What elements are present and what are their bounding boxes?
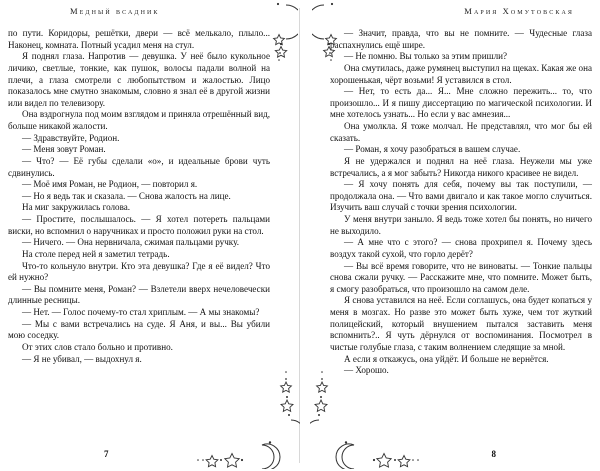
paragraph: А если я откажусь, она уйдёт. И больше не вернётся. bbox=[344, 353, 549, 364]
paragraph: — Нет, то есть да... Я... Мне сложно пережить... то, что произошло... И я пишу диссертацию по магической психологии. И мне хотелось узнать... Но если у вас амнезия... bbox=[330, 86, 592, 120]
paragraph: Я поднял глаза. Напротив — девушка. У неё было кукольное личико, светлые, тонкие, как пушок, волосы падали волной на плечи, а глаза смотрели с любопытством и жалостью. Лицо показалось мне смутно знакомым, словно я знал её в другой жизни или видел по телевизору. bbox=[8, 51, 270, 108]
running-head-left: Медный всадник bbox=[70, 6, 160, 16]
paragraph: Я снова уставился на неё. Если соглашусь, она будет копаться у меня в мозгах. Но разве это может быть хуже, чем тот жуткий полицейский, который внушением пытался заставить меня вспомнить?.. Я чуть дёрнулся от воспоминания. Посмотрел в чистые голубые глаза, с таким волнением следящие за мной. bbox=[330, 295, 592, 352]
page-gutter-divider bbox=[299, 8, 300, 463]
paragraph: Что-то кольнуло внутри. Кто эта девушка? Где я её видел? Что ей нужно? bbox=[8, 260, 270, 283]
paragraph: На миг закружилась голова. bbox=[22, 202, 131, 213]
paragraph: От этих слов стало больно и противно. bbox=[22, 341, 173, 352]
paragraph: — Роман, я хочу разобраться в вашем случае. bbox=[344, 144, 521, 155]
body-text-right bbox=[330, 28, 592, 377]
paragraph: Я не удержался и поднял на неё глаза. Неужели мы уже встречались, а я мог забыть? Никогда никого красивее не видел. bbox=[330, 155, 592, 178]
paragraph: по пути. Коридоры, решётки, двери — всё мелькало, плыло... Наконец, комната. Потный усадил меня на стул. bbox=[8, 28, 270, 50]
paragraph: — Не помню. Вы только за этим пришли? bbox=[344, 51, 508, 62]
paragraph: — Ничего. — Она нервничала, сжимая пальцами ручку. bbox=[22, 237, 239, 248]
body-text-left bbox=[8, 28, 270, 365]
paragraph: — Я не убивал, — выдохнул я. bbox=[22, 353, 142, 364]
paragraph: Она смутилась, даже румянец выступил на щеках. Какая же она хорошенькая, чёрт возьми! Я уставился в стол. bbox=[330, 62, 592, 85]
paragraph: — Значит, правда, что вы не помните. — Чудесные глаза распахнулись ещё шире. bbox=[330, 28, 592, 50]
paragraph: — Вы помните меня, Роман? — Взлетели вверх нечеловечески длинные ресницы. bbox=[8, 283, 270, 306]
paragraph: — Нет. — Голос почему-то стал хриплым. — А мы знакомы? bbox=[22, 307, 260, 317]
paragraph: Она умолкла. Я тоже молчал. Не представлял, что мог бы ей сказать. bbox=[330, 121, 592, 143]
page-right bbox=[300, 0, 600, 471]
paragraph: — Вы всё время говорите, что не виноваты. — Тонкие пальцы снова сжали ручку. — Расскажите мне, что помните. Может быть, я смогу разобраться, что произошло на самом деле. bbox=[330, 260, 592, 294]
paragraph: — Что? — Её губы сделали «о», и идеальные брови чуть сдвинулись. bbox=[8, 155, 270, 178]
running-head-right: Мария Хомутовская bbox=[464, 6, 574, 16]
paragraph: У меня внутри заныло. Я ведь тоже хотел бы понять, но ничего не выходило. bbox=[330, 214, 592, 236]
page-number-right: 8 bbox=[491, 449, 496, 459]
paragraph: Она вздрогнула под моим взглядом и приняла отрешённый вид, больше никакой жалости. bbox=[8, 109, 270, 131]
paragraph: — Мы с вами встречались на суде. Я Аня, и вы... Вы убили мою соседку. bbox=[8, 318, 270, 341]
paragraph: — А мне что с этого? — снова прохрипел я. Почему здесь воздух такой сухой, что горло дерёт? bbox=[330, 237, 592, 259]
paragraph: На столе перед ней я заметил тетрадь. bbox=[22, 248, 170, 259]
paragraph: — Хорошо. bbox=[344, 365, 389, 376]
paragraph: — Простите, послышалось. — Я хотел потереть пальцами виски, но вспомнил о наручниках и просто положил руки на стол. bbox=[8, 214, 270, 236]
paragraph: — Я хочу понять для себя, почему вы так поступили, — продолжала она. — Что вами двигало и как такое могло случиться. Изучить ваш случай с точки зрения психологии. bbox=[330, 179, 592, 213]
paragraph: — Но я ведь так и сказала. — Снова жалость на лице. bbox=[22, 190, 231, 201]
paragraph: — Моё имя Роман, не Родион, — повторил я. bbox=[22, 179, 198, 190]
paragraph: — Меня зовут Роман. bbox=[22, 144, 106, 155]
paragraph: — Здравствуйте, Родион. bbox=[22, 132, 120, 143]
page-number-left: 7 bbox=[104, 449, 109, 459]
